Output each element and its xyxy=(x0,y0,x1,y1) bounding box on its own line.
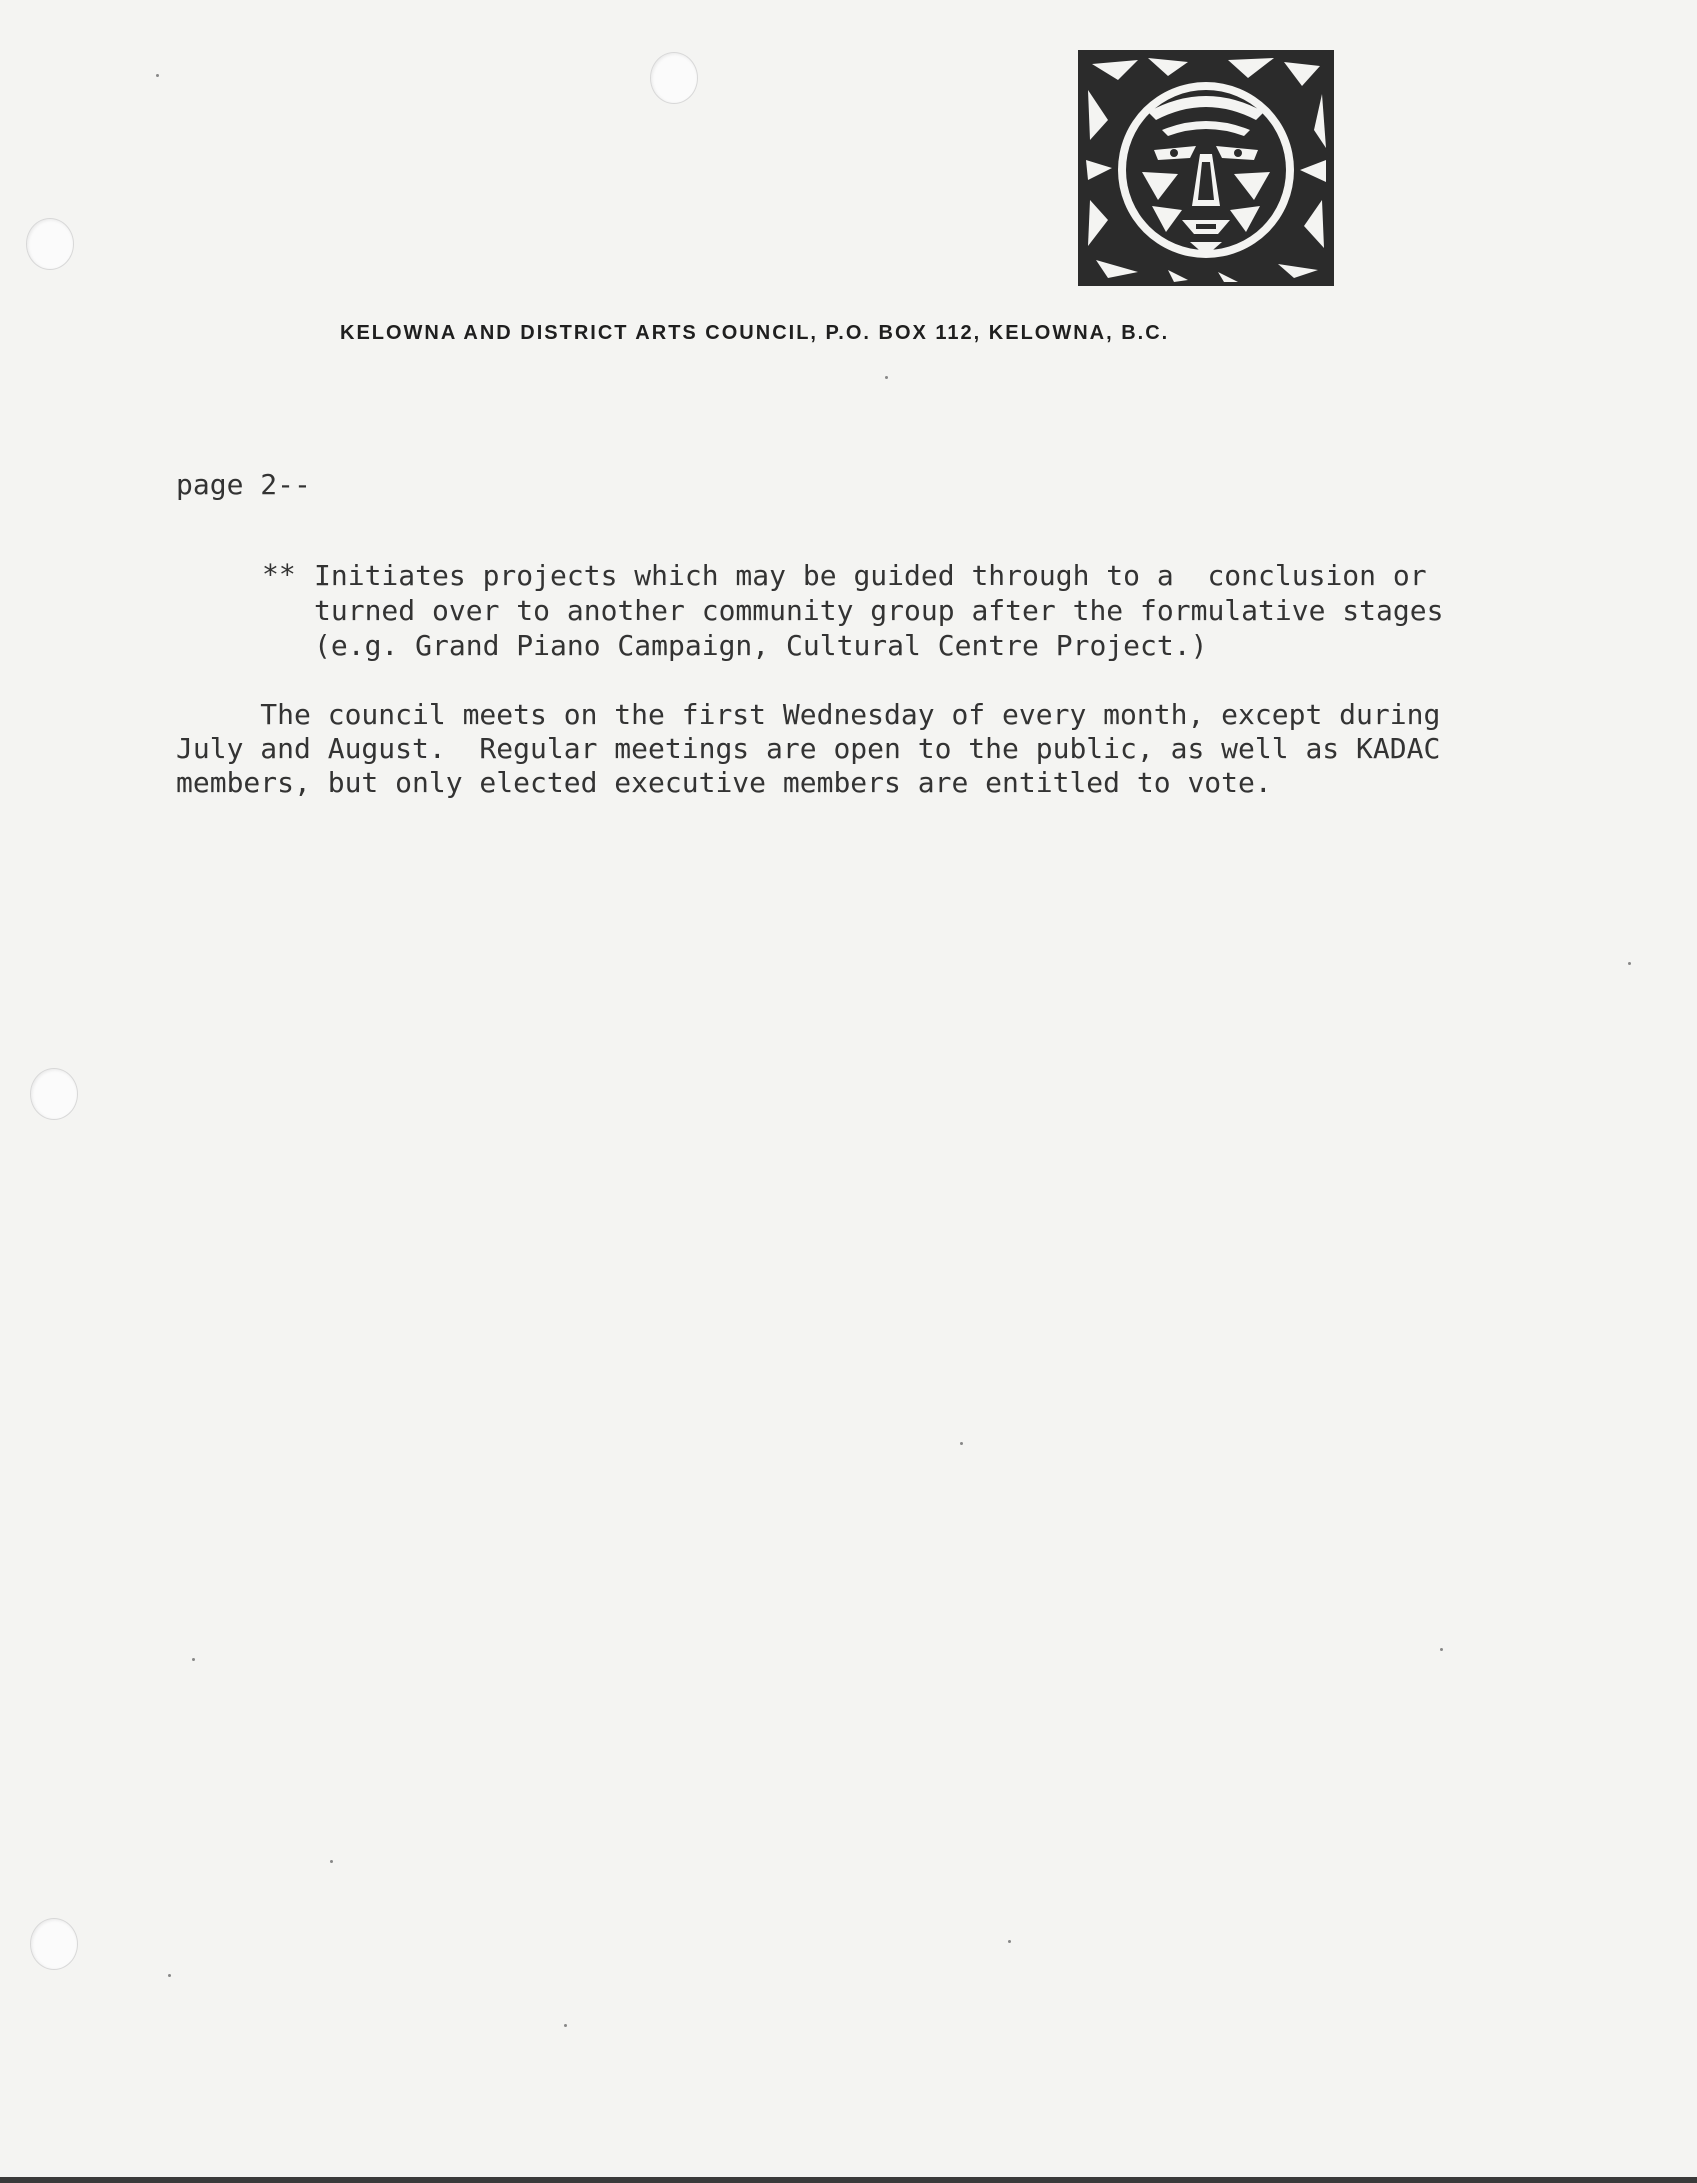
scan-speck xyxy=(564,2024,567,2027)
sun-mask-logo-icon xyxy=(1078,50,1334,286)
scan-speck xyxy=(885,376,888,379)
bullet-marker: ** xyxy=(262,558,296,591)
bullet-line: (e.g. Grand Piano Campaign, Cultural Centre Project.) xyxy=(314,629,1208,662)
scan-speck xyxy=(1628,962,1631,965)
scan-speck xyxy=(156,74,159,77)
scan-speck xyxy=(330,1860,333,1863)
bullet-text xyxy=(314,558,1474,663)
letterhead-address: KELOWNA AND DISTRICT ARTS COUNCIL, P.O. BOX 112, KELOWNA, B.C. xyxy=(340,322,1170,344)
paragraph-line: members, but only elected executive members are entitled to vote. xyxy=(176,766,1272,799)
paragraph-line: The council meets on the first Wednesday of every month, except during xyxy=(176,698,1441,731)
scan-speck xyxy=(1440,1648,1443,1651)
body-paragraph xyxy=(176,698,1486,800)
punch-hole-header xyxy=(650,52,698,104)
scan-speck xyxy=(192,1658,195,1661)
scan-speck xyxy=(168,1974,171,1977)
page-number-label: page 2-- xyxy=(176,468,311,501)
punch-hole-middle xyxy=(30,1068,78,1120)
punch-hole-top xyxy=(26,218,74,270)
bullet-line: Initiates projects which may be guided through to a conclusion or xyxy=(314,559,1427,592)
paragraph-line: July and August. Regular meetings are open to the public, as well as KADAC xyxy=(176,732,1441,765)
punch-hole-bottom xyxy=(30,1918,78,1970)
scan-edge xyxy=(0,2177,1697,2183)
scan-speck xyxy=(1008,1940,1011,1943)
bullet-line: turned over to another community group after the formulative stages xyxy=(314,594,1444,627)
scan-speck xyxy=(960,1442,963,1445)
